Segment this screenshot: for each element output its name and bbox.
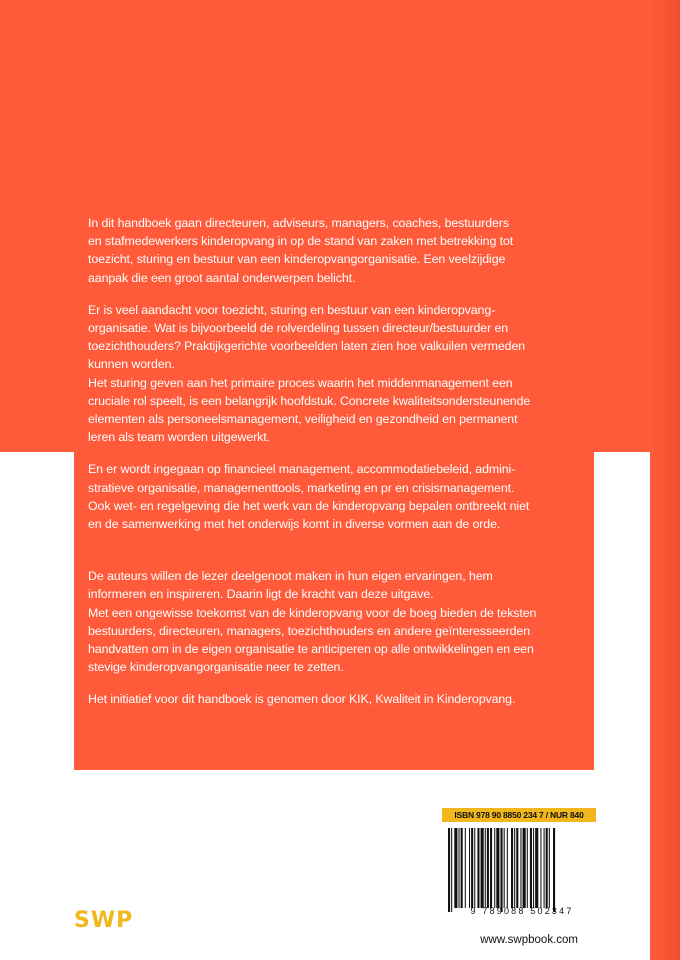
barcode-bar bbox=[448, 828, 450, 912]
barcode-bar bbox=[535, 828, 538, 908]
barcode-bar bbox=[469, 828, 470, 908]
publisher-website[interactable]: www.swpbook.com bbox=[480, 934, 578, 946]
barcode-bar bbox=[520, 828, 521, 908]
barcode-bar bbox=[485, 828, 486, 908]
barcode-bar bbox=[530, 828, 532, 908]
barcode-bar bbox=[451, 828, 452, 912]
barcode-bar bbox=[523, 828, 526, 908]
barcode-bar bbox=[533, 828, 534, 908]
barcode-bar bbox=[546, 828, 548, 908]
spine-edge bbox=[650, 0, 680, 960]
blurb-paragraph-2: Er is veel aandacht voor toezicht, sturing en bestuur van een kinderopvang- organisatie. Wat is bijvoorbeeld de rolverdeling tussen directeur/bestuurder en toezichthouders? Praktijkgerichte voorbeelden laten zien hoe valkuilen vermeden kunnen worden. bbox=[88, 302, 526, 372]
blurb-paragraph-3: Het sturing geven aan het primaire proces waarin het middenmanagement een cruciale rol speelt, is een belangrijk hoofdstuk. Concrete kwaliteitsondersteunende elementen als personeelsmanagement, veiligheid en gezondheid en permanent leren als team worden uitgewerkt. bbox=[88, 375, 531, 445]
barcode-bar bbox=[474, 828, 475, 908]
barcode-bar bbox=[540, 828, 541, 908]
barcode-bar bbox=[494, 828, 495, 908]
barcode-bar bbox=[490, 828, 492, 908]
barcode-bar bbox=[553, 828, 555, 912]
isbn-label: ISBN 978 90 8850 234 7 / NUR 840 bbox=[442, 808, 596, 822]
barcode-bar bbox=[514, 828, 515, 908]
barcode-bar bbox=[516, 828, 518, 908]
barcode-bar bbox=[477, 828, 479, 908]
barcode-digits: 9 789088 502347 bbox=[470, 906, 574, 916]
publisher-logo: SWP bbox=[74, 908, 134, 933]
barcode-bar bbox=[496, 828, 499, 908]
barcode-bar bbox=[507, 828, 508, 908]
barcode-bar bbox=[465, 828, 466, 908]
barcode-bar bbox=[481, 828, 484, 908]
barcode-bar bbox=[544, 828, 545, 908]
barcode-bar bbox=[471, 828, 473, 908]
isbn-barcode-box bbox=[442, 808, 596, 922]
barcode-graphic bbox=[446, 828, 592, 912]
barcode-bar bbox=[487, 828, 489, 908]
blurb-paragraph-4: En er wordt ingegaan op financieel management, accommodatiebeleid, admini- stratieve organisatie, managementtools, marketing en pr en crisismanagement. Ook wet- en regelgeving die het werk van de kinderopvang bepalen ontbreekt niet en de samenwerking met het onderwijs komt in diverse vormen aan de orde. bbox=[88, 462, 530, 532]
barcode-bar bbox=[454, 828, 457, 908]
blurb-paragraph-5: De auteurs willen de lezer deelgenoot maken in hun eigen ervaringen, hem informeren en inspireren. Daarin ligt de kracht van deze uitgave. bbox=[88, 569, 493, 602]
barcode-bar bbox=[527, 828, 528, 908]
barcode-bar bbox=[501, 828, 503, 912]
blurb-paragraph-6: Met een ongewisse toekomst van de kinderopvang voor de boeg bieden de teksten bestuurders, directeuren, managers, toezichthouders en andere geïnteresseerden handvatten om in de eigen organisatie te anticiperen op alle ontwikkelingen en een stevige kinderopvangorganisatie neer te zetten. bbox=[88, 605, 537, 675]
barcode-bar bbox=[504, 828, 505, 908]
barcode bbox=[446, 828, 592, 912]
blurb-text bbox=[88, 214, 588, 723]
barcode-bar bbox=[461, 828, 463, 908]
blurb-paragraph-7: Het initiatief voor dit handboek is genomen door KIK, Kwaliteit in Kinderopvang. bbox=[88, 692, 516, 707]
barcode-bar bbox=[549, 828, 550, 908]
barcode-bar bbox=[511, 828, 513, 908]
barcode-bar bbox=[459, 828, 460, 908]
blurb-paragraph-1: In dit handboek gaan directeuren, adviseurs, managers, coaches, bestuurders en stafmedewerkers kinderopvang in op de stand van zaken met betrekking tot toezicht, sturing en bestuur van een kinderopvangorganisatie. Een veelzijdige aanpak die een groot aantal onderwerpen belicht. bbox=[88, 216, 514, 285]
